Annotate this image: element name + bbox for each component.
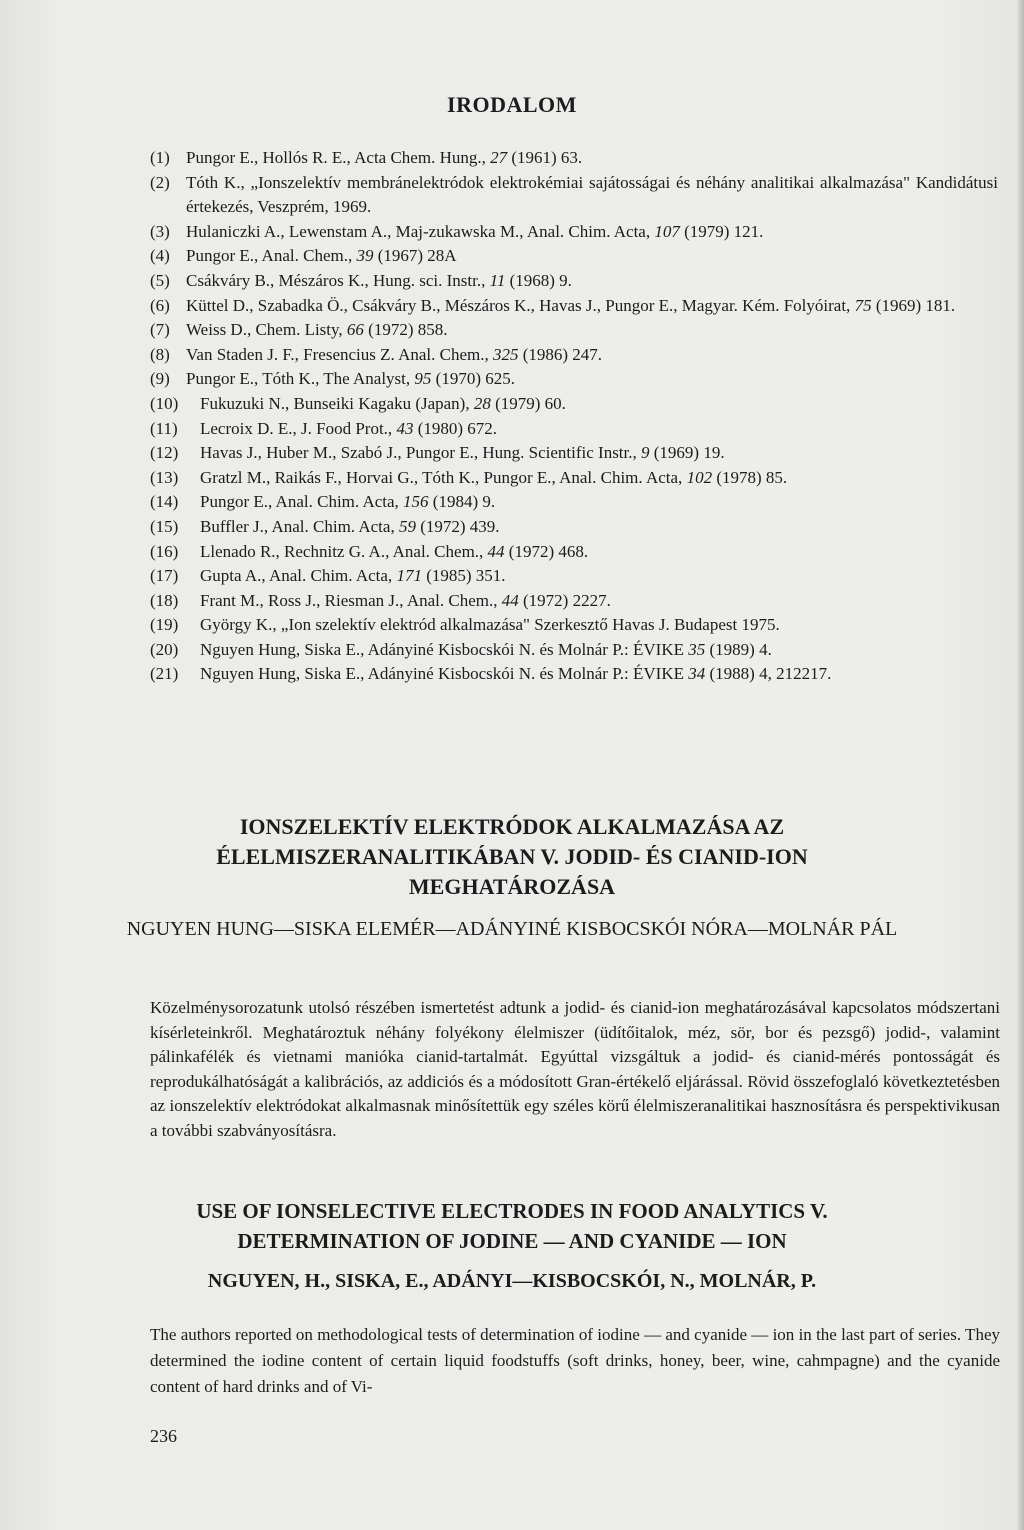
reference-text: [186, 146, 998, 171]
reference-citation: Weiss D., Chem. Listy,: [186, 320, 347, 340]
reference-citation: Tóth K., „Ionszelektív membránelektródok elektrokémiai sajátosságai és néhány analitikai alkalmazása" Kandidátusi értekezés, Veszprém, 1969.: [186, 172, 998, 217]
reference-item: [150, 613, 998, 638]
reference-year-page: (1980) 672.: [413, 418, 498, 438]
article-authors-en: NGUYEN, H., SISKA, E., ADÁNYI—KISBOCSKÓI, N., MOLNÁR, P.: [207, 1270, 817, 1292]
reference-year-page: (1985) 351.: [421, 566, 506, 586]
reference-year-page: (1979) 60.: [490, 393, 566, 413]
reference-year-page: (1984) 9.: [428, 492, 496, 512]
reference-year-page: (1967) 28A: [373, 246, 457, 266]
reference-number: (14): [150, 492, 179, 512]
reference-item: [150, 540, 998, 565]
reference-item: [150, 294, 998, 319]
reference-text: [200, 662, 998, 687]
reference-volume: 39: [356, 246, 374, 266]
reference-citation: Nguyen Hung, Siska E., Adányiné Kisbocskói N. és Molnár P.: ÉVIKE: [200, 664, 689, 684]
page-edge-shadow: [1018, 0, 1024, 1530]
reference-number: (21): [150, 664, 179, 684]
reference-item: [150, 146, 998, 171]
reference-citation: Van Staden J. F., Fresencius Z. Anal. Chem.,: [186, 344, 493, 364]
reference-volume: 43: [396, 418, 414, 438]
reference-volume: 34: [688, 664, 706, 684]
reference-number: (13): [150, 467, 179, 487]
reference-year-page: (1961) 63.: [507, 148, 583, 167]
reference-item: [150, 269, 998, 294]
reference-text: [186, 343, 998, 368]
abstract-en: The authors reported on methodological tests of determination of iodine — and cyanide — ion in the last part of series. They determined the iodine content of certain liquid foodstuffs (soft drinks, honey, beer, wine, cahmpagne) and the cyanide content of hard drinks and of Vi-: [150, 1325, 1000, 1396]
reference-year-page: (1968) 9.: [505, 270, 572, 290]
reference-number: (17): [150, 566, 179, 586]
reference-item: [150, 417, 998, 442]
reference-item: [150, 343, 998, 368]
reference-item: [150, 466, 998, 491]
reference-item: [150, 367, 998, 392]
reference-volume: 325: [492, 344, 519, 364]
reference-item: [150, 318, 998, 343]
reference-text: [186, 318, 998, 343]
reference-citation: Csákváry B., Mészáros K., Hung. sci. Instr.,: [186, 270, 490, 290]
reference-text: [186, 171, 998, 220]
reference-text: [186, 294, 998, 319]
reference-volume: 66: [346, 320, 364, 340]
reference-item: [150, 220, 998, 245]
article-authors-hu: NGUYEN HUNG—SISKA ELEMÉR—ADÁNYINÉ KISBOCSKÓI NÓRA—MOLNÁR PÁL: [126, 918, 898, 940]
reference-number: (11): [150, 418, 178, 438]
reference-citation: Havas J., Huber M., Szabó J., Pungor E., Hung. Scientific Instr.,: [200, 443, 642, 463]
reference-volume: 107: [654, 221, 680, 241]
reference-number: (4): [150, 246, 170, 266]
reference-text: [200, 613, 998, 638]
reference-volume: 35: [688, 639, 706, 659]
reference-volume: 95: [414, 369, 432, 389]
reference-number: (16): [150, 541, 179, 561]
reference-number: (15): [150, 516, 179, 536]
reference-item: [150, 638, 998, 663]
reference-number: (18): [150, 590, 179, 610]
reference-text: [200, 441, 998, 466]
reference-text: [186, 244, 998, 269]
reference-citation: György K., „Ion szelektív elektród alkalmazása" Szerkesztő Havas J. Budapest 1975.: [200, 615, 780, 635]
reference-text: [200, 540, 998, 565]
reference-year-page: (1988) 4, 212217.: [705, 664, 832, 684]
reference-text: [200, 417, 998, 442]
reference-item: [150, 589, 998, 614]
reference-number: (5): [150, 270, 170, 290]
reference-citation: Pungor E., Hollós R. E., Acta Chem. Hung.,: [186, 148, 491, 167]
reference-year-page: (1972) 439.: [415, 516, 500, 536]
reference-number: (6): [150, 295, 170, 315]
reference-year-page: (1972) 2227.: [518, 590, 611, 610]
reference-volume: 171: [396, 566, 422, 586]
reference-item: [150, 490, 998, 515]
reference-year-page: (1986) 247.: [518, 344, 603, 364]
reference-number: (10): [150, 393, 179, 413]
reference-citation: Pungor E., Anal. Chim. Acta,: [200, 492, 404, 512]
reference-item: [150, 392, 998, 417]
reference-text: [200, 638, 998, 663]
reference-year-page: (1979) 121.: [679, 221, 764, 241]
reference-citation: Nguyen Hung, Siska E., Adányiné Kisbocskói N. és Molnár P.: ÉVIKE: [200, 639, 689, 659]
reference-text: [186, 269, 998, 294]
reference-citation: Lecroix D. E., J. Food Prot.,: [200, 418, 397, 438]
reference-number: (7): [150, 320, 170, 340]
reference-citation: Hulaniczki A., Lewenstam A., Maj-zukawska M., Anal. Chim. Acta,: [186, 221, 655, 241]
reference-volume: 75: [854, 295, 872, 315]
reference-volume: 27: [490, 148, 508, 167]
reference-text: [200, 490, 998, 515]
reference-item: [150, 515, 998, 540]
reference-citation: Gupta A., Anal. Chim. Acta,: [200, 566, 397, 586]
reference-year-page: (1970) 625.: [431, 369, 515, 389]
reference-item: [150, 564, 998, 589]
reference-volume: 9: [641, 443, 650, 463]
article-title-hu: IONSZELEKTÍV ELEKTRÓDOK ALKALMAZÁSA AZ ÉLELMISZERANALITIKÁBAN V. JODID- ÉS CIANID-ION MEGHATÁROZÁSA: [216, 814, 808, 899]
references-list: [150, 146, 998, 687]
reference-volume: 11: [489, 270, 506, 290]
reference-number: (19): [150, 615, 179, 635]
reference-volume: 44: [487, 541, 505, 561]
reference-volume: 44: [501, 590, 519, 610]
reference-volume: 102: [686, 467, 713, 487]
references-heading: IRODALOM: [447, 92, 577, 117]
page-number: 236: [150, 1426, 177, 1446]
reference-text: [200, 589, 998, 614]
reference-text: [186, 367, 998, 392]
reference-number: (9): [150, 369, 170, 389]
reference-item: [150, 662, 998, 687]
reference-year-page: (1972) 858.: [363, 320, 448, 340]
reference-citation: Gratzl M., Raikás F., Horvai G., Tóth K., Pungor E., Anal. Chim. Acta,: [200, 467, 687, 487]
reference-number: (2): [150, 172, 170, 192]
reference-number: (8): [150, 344, 170, 364]
article-title-en: USE OF IONSELECTIVE ELECTRODES IN FOOD ANALYTICS V. DETERMINATION OF JODINE — AND CYANIDE — ION: [196, 1199, 828, 1253]
reference-citation: Buffler J., Anal. Chim. Acta,: [200, 516, 399, 536]
reference-text: [200, 392, 998, 417]
reference-volume: 28: [473, 393, 491, 413]
abstract-hu: Közelménysorozatunk utolsó részében ismertetést adtunk a jodid- és cianid-ion meghatározásával kapcsolatos módszertani kísérleteinkről. Meghatároztuk néhány folyékony élelmiszer (üdítőitalok, méz, sör, bor és pezsgő) jodid-, valamint pálinkafélék és vietnami manióka cianid-tartalmát. Egyúttal vizsgáltuk a jodid- és cianid-mérés pontosságát és reprodukálhatóságát a kalibrációs, az addiciós és a módosított Gran-értékelő eljárással. Rövid összefoglaló következtetésben az ionszelektív elektródokat alkalmasnak minősítettük egy széles körű élelmiszeranalitikai hasznosításra és perspektivikusan a további szabványosításra.: [150, 998, 1000, 1140]
reference-citation: Pungor E., Anal. Chem.,: [186, 246, 357, 266]
reference-text: [200, 564, 998, 589]
reference-number: (3): [150, 221, 170, 241]
reference-text: [200, 515, 998, 540]
reference-citation: Küttel D., Szabadka Ö., Csákváry B., Mészáros K., Havas J., Pungor E., Magyar. Kém. Folyóirat,: [186, 295, 855, 315]
reference-year-page: (1969) 19.: [649, 443, 725, 463]
reference-number: (20): [150, 639, 179, 659]
reference-year-page: (1978) 85.: [712, 467, 788, 487]
reference-citation: Llenado R., Rechnitz G. A., Anal. Chem.,: [200, 541, 488, 561]
reference-text: [200, 466, 998, 491]
reference-volume: 156: [403, 492, 429, 512]
reference-citation: Frant M., Ross J., Riesman J., Anal. Chem.,: [200, 590, 502, 610]
reference-item: [150, 244, 998, 269]
reference-item: [150, 171, 998, 220]
reference-text: [186, 220, 998, 245]
reference-citation: Fukuzuki N., Bunseiki Kagaku (Japan),: [200, 393, 474, 413]
reference-item: [150, 441, 998, 466]
reference-year-page: (1972) 468.: [504, 541, 589, 561]
reference-number: (1): [150, 148, 170, 167]
reference-number: (12): [150, 443, 179, 463]
reference-volume: 59: [398, 516, 416, 536]
reference-year-page: (1969) 181.: [871, 295, 956, 315]
reference-year-page: (1989) 4.: [705, 639, 772, 659]
reference-citation: Pungor E., Tóth K., The Analyst,: [186, 369, 415, 389]
